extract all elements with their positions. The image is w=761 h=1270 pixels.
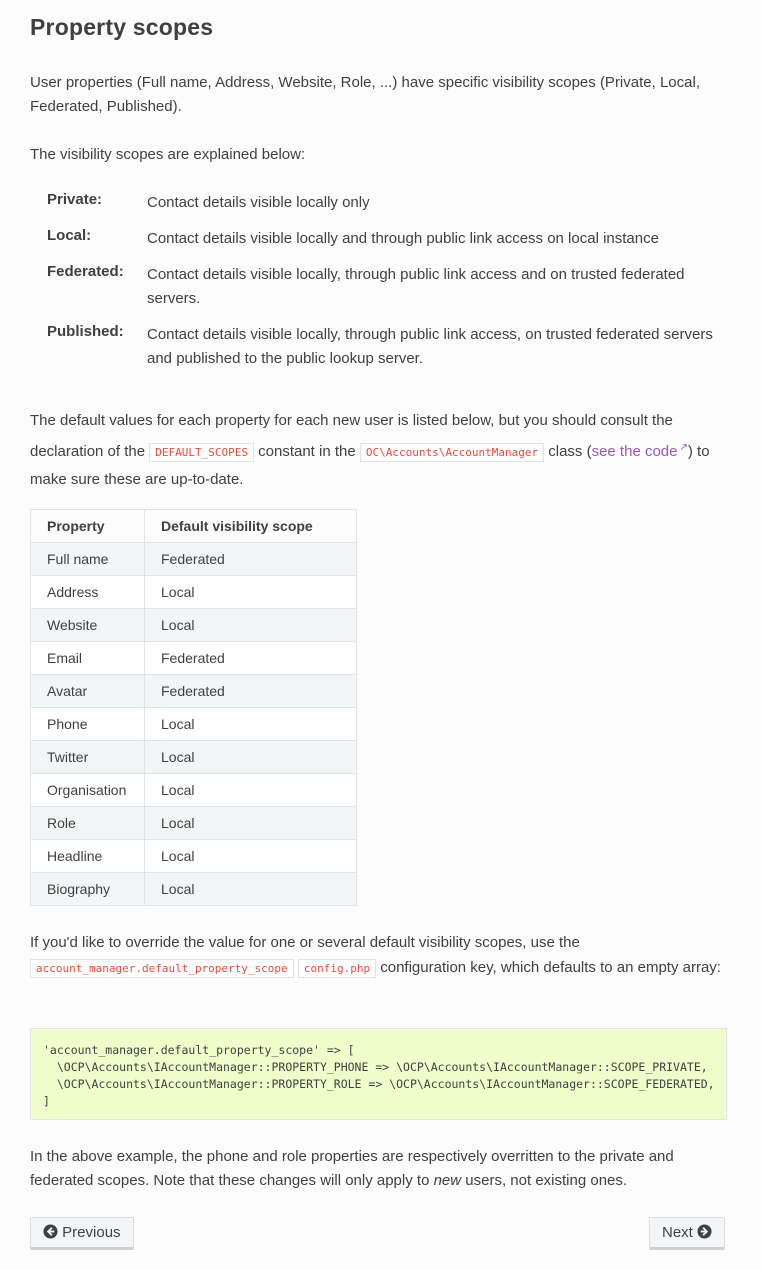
table-header-row	[31, 510, 357, 543]
arrow-circle-left-icon	[43, 1224, 58, 1239]
override-paragraph	[30, 930, 730, 981]
code-line: \OCP\Accounts\IAccountManager::PROPERTY_ROLE => \OCP\Accounts\IAccountManager::SCOPE_FEDERATED,	[43, 1077, 715, 1091]
scope-cell: Federated	[145, 543, 357, 576]
default-property-scope-literal: account_manager.default_property_scope	[30, 959, 294, 978]
intro-paragraph: User properties (Full name, Address, Website, Role, ...) have specific visibility scopes (Private, Local, Federated, Published).	[30, 74, 700, 115]
scope-cell: Local	[145, 807, 357, 840]
scope-desc-published: Contact details visible locally, through public link access, on trusted federated servers and published to the public lookup server.	[147, 326, 713, 367]
emphasis-new: new	[433, 1172, 462, 1189]
code-line: \OCP\Accounts\IAccountManager::PROPERTY_PHONE => \OCP\Accounts\IAccountManager::SCOPE_PRIVATE,	[43, 1060, 708, 1074]
property-cell: Email	[31, 642, 145, 675]
property-cell: Twitter	[31, 741, 145, 774]
scope-desc-private: Contact details visible locally only	[147, 194, 370, 211]
scope-cell: Federated	[145, 642, 357, 675]
scope-desc-federated: Contact details visible locally, through public link access and on trusted federated servers.	[147, 266, 685, 307]
page-title: Property scopes	[30, 14, 214, 40]
text-span: users, not existing ones.	[461, 1172, 628, 1189]
code-block[interactable]	[30, 1028, 727, 1120]
text-span: If you'd like to override the value for one or several default visibility scopes, use the	[30, 934, 580, 951]
scope-cell: Local	[145, 741, 357, 774]
table-row	[31, 807, 357, 840]
text-span: constant in the	[253, 443, 360, 460]
scope-cell: Local	[145, 840, 357, 873]
code-line: ]	[43, 1094, 50, 1108]
code-line: 'account_manager.default_property_scope' => [	[43, 1043, 355, 1057]
text-span: ) to make sure these are up-to-date.	[30, 443, 710, 488]
scope-term-private: Private:	[47, 191, 103, 208]
property-cell: Biography	[31, 873, 145, 906]
code-content	[43, 1042, 714, 1110]
scopes-intro: The visibility scopes are explained below:	[30, 146, 306, 163]
config-php-literal: config.php	[298, 959, 376, 978]
scope-cell: Local	[145, 609, 357, 642]
scope-term-federated: Federated:	[47, 263, 124, 280]
text-span: The default values for each property for each new user is listed below, but you should consult the declaration of the	[30, 412, 673, 460]
text-span: class (	[544, 443, 592, 460]
closing-paragraph	[30, 1145, 730, 1193]
scope-cell: Federated	[145, 675, 357, 708]
text-span: configuration key, which defaults to an empty array:	[376, 959, 721, 976]
table-row	[31, 873, 357, 906]
link-text[interactable]: see the code	[591, 443, 678, 460]
table-row	[31, 576, 357, 609]
arrow-circle-right-icon	[697, 1224, 712, 1239]
defaults-paragraph	[30, 407, 730, 493]
table-row	[31, 675, 357, 708]
table-row	[31, 543, 357, 576]
table-row	[31, 741, 357, 774]
property-cell: Headline	[31, 840, 145, 873]
next-label[interactable]: Next	[662, 1224, 693, 1241]
property-cell: Role	[31, 807, 145, 840]
scope-term-published: Published:	[47, 323, 124, 340]
property-cell: Full name	[31, 543, 145, 576]
scope-term-local: Local:	[47, 227, 92, 244]
see-the-code-link[interactable]	[592, 443, 688, 460]
scope-cell: Local	[145, 708, 357, 741]
default-scopes-literal: DEFAULT_SCOPES	[149, 443, 254, 462]
next-button[interactable]	[649, 1217, 725, 1250]
property-cell: Organisation	[31, 774, 145, 807]
header-property: Property	[31, 510, 145, 543]
property-cell: Website	[31, 609, 145, 642]
scope-desc-local: Contact details visible locally and through public link access on local instance	[147, 230, 659, 247]
account-manager-literal: OC\Accounts\AccountManager	[360, 443, 544, 462]
scope-cell: Local	[145, 576, 357, 609]
table-row	[31, 708, 357, 741]
default-scopes-table	[30, 509, 357, 906]
previous-button[interactable]	[30, 1217, 134, 1250]
property-cell: Address	[31, 576, 145, 609]
table-row	[31, 774, 357, 807]
table-row	[31, 642, 357, 675]
scope-cell: Local	[145, 774, 357, 807]
scope-cell: Local	[145, 873, 357, 906]
property-cell: Avatar	[31, 675, 145, 708]
external-link-icon: ↗	[679, 442, 688, 453]
table-row	[31, 609, 357, 642]
text-span: In the above example, the phone and role properties are respectively overritten to the private and federated scopes. Note that these changes will only apply to	[30, 1148, 674, 1189]
previous-label[interactable]: Previous	[62, 1224, 121, 1241]
table-row	[31, 840, 357, 873]
header-scope: Default visibility scope	[145, 510, 357, 543]
property-cell: Phone	[31, 708, 145, 741]
